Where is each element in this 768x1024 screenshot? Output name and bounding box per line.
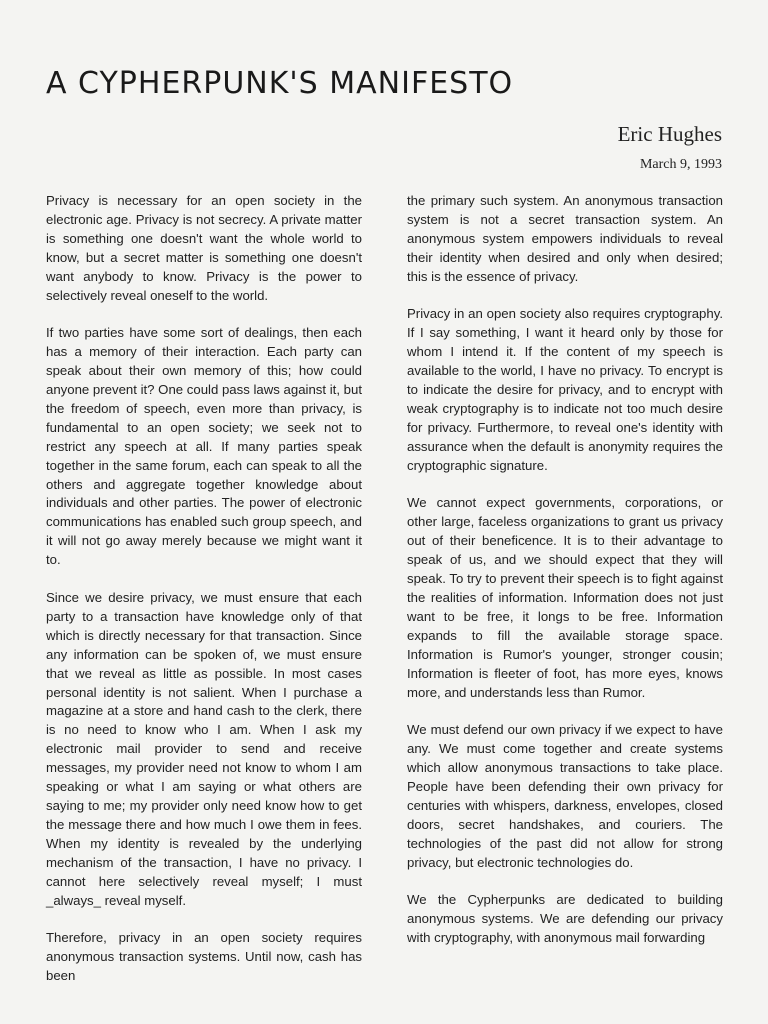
paragraph: If two parties have some sort of dealings, then each has a memory of their interaction. Each party can speak about their own memory of this; how could anyone prevent it? One could pass laws against it, but the freedom of speech, even more than privacy, is fundamental to an open society; we seek not to restrict any speech at all. If many parties speak together in the same forum, each can speak to all the others and aggregate together knowledge about individuals and other parties. The power of electronic communications has enabled such group speech, and it will not go away merely because we might want it to. bbox=[46, 325, 362, 568]
paragraph: We the Cypherpunks are dedicated to building anonymous systems. We are defending our privacy with cryptography, with anonymous mail forwarding bbox=[407, 892, 723, 946]
document-title: A CYPHERPUNK'S MANIFESTO bbox=[46, 66, 514, 101]
paragraph: Privacy is necessary for an open society in the electronic age. Privacy is not secrecy. A private matter is something one doesn't want the whole world to know, but a secret matter is something one doesn't want anybody to know. Privacy is the power to selectively reveal oneself to the world. bbox=[46, 193, 362, 303]
author-name: Eric Hughes bbox=[617, 122, 722, 146]
paragraph: Since we desire privacy, we must ensure that each party to a transaction have knowledge only of that which is directly necessary for that transaction. Since any information can be spoken of, we must ensure that we reveal as little as possible. In most cases personal identity is not salient. When I purchase a magazine at a store and hand cash to the clerk, there is no need to know who I am. When I ask my electronic mail provider to send and receive messages, my provider need not know to whom I am speaking or what I am saying or what others are saying to me; my provider only need know how to get the message there and how much I owe them in fees. When my identity is revealed by the underlying mechanism of the transaction, I have no privacy. I cannot here selectively reveal myself; I must _always_ reveal myself. bbox=[46, 590, 362, 908]
right-column bbox=[407, 192, 723, 967]
paragraph: Privacy in an open society also requires cryptography. If I say something, I want it heard only by those for whom I intend it. If the content of my speech is available to the world, I have no privacy. To encrypt is to indicate the desire for privacy, and to encrypt with weak cryptography is to indicate not too much desire for privacy. Furthermore, to reveal one's identity with assurance when the default is anonymity requires the cryptographic signature. bbox=[407, 306, 723, 473]
paragraph: Therefore, privacy in an open society requires anonymous transaction systems. Until now, cash has been bbox=[46, 930, 362, 984]
paragraph: We cannot expect governments, corporations, or other large, faceless organizations to grant us privacy out of their beneficence. It is to their advantage to speak of us, and we should expect that they will speak. To try to prevent their speech is to fight against the realities of information. Information does not just want to be free, it longs to be free. Information expands to fill the available storage space. Information is Rumor's younger, stronger cousin; Information is fleeter of foot, has more eyes, knows more, and understands less than Rumor. bbox=[407, 495, 723, 700]
left-column bbox=[46, 192, 362, 1005]
publication-date: March 9, 1993 bbox=[639, 157, 722, 172]
paragraph: We must defend our own privacy if we expect to have any. We must come together and create systems which allow anonymous transactions to take place. People have been defending their own privacy for centuries with whispers, darkness, envelopes, closed doors, secret handshakes, and couriers. The technologies of the past did not allow for strong privacy, but electronic technologies do. bbox=[407, 722, 723, 870]
paragraph: the primary such system. An anonymous transaction system is not a secret transaction system. An anonymous system empowers individuals to reveal their identity when desired and only when desired; this is the essence of privacy. bbox=[407, 193, 723, 284]
